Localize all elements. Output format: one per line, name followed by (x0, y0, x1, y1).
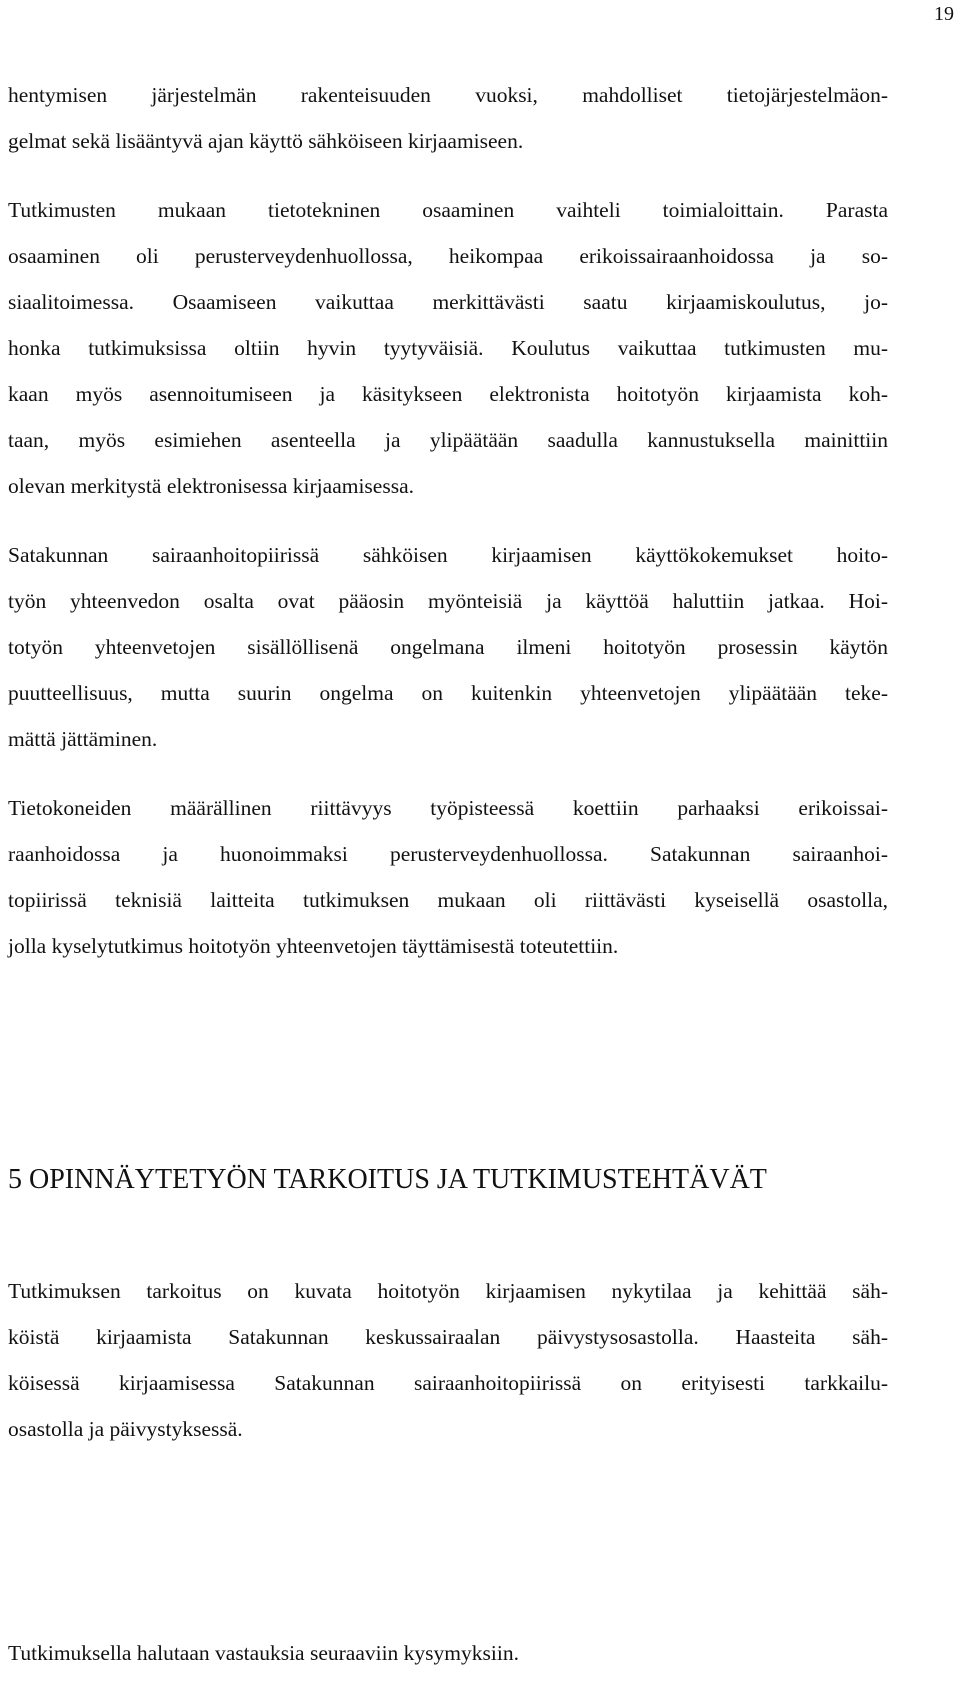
text-line: Tutkimuksen tarkoitus on kuvata hoitotyön kirjaamisen nykytilaa ja kehittää säh- (8, 1279, 888, 1303)
text-line: köistä kirjaamista Satakunnan keskussairaalan päivystysosastolla. Haasteita säh- (8, 1325, 888, 1349)
text-line: osastolla ja päivystyksessä. (8, 1417, 243, 1441)
text-line: topiirissä teknisiä laitteita tutkimuksen mukaan oli riittävästi kyseisellä osastolla, (8, 888, 888, 912)
text-line: puutteellisuus, mutta suurin ongelma on kuitenkin yhteenvetojen ylipäätään teke- (8, 681, 888, 705)
text-line: totyön yhteenvetojen sisällöllisenä ongelmana ilmeni hoitotyön prosessin käytön (8, 635, 888, 659)
paragraph-5 (8, 1268, 888, 1452)
text-line: honka tutkimuksissa oltiin hyvin tyytyväisiä. Koulutus vaikuttaa tutkimusten mu- (8, 336, 888, 360)
paragraph-6 (8, 1630, 888, 1676)
text-line: taan, myös esimiehen asenteella ja ylipäätään saadulla kannustuksella mainittiin (8, 428, 888, 452)
paragraph-4 (8, 785, 888, 969)
text-line: osaaminen oli perusterveydenhuollossa, heikompaa erikoissairaanhoidossa ja so- (8, 244, 888, 268)
text-line: kaan myös asennoitumiseen ja käsitykseen elektronista hoitotyön kirjaamista koh- (8, 382, 888, 406)
text-line: siaalitoimessa. Osaamiseen vaikuttaa merkittävästi saatu kirjaamiskoulutus, jo- (8, 290, 888, 314)
text-line: työn yhteenvedon osalta ovat pääosin myönteisiä ja käyttöä haluttiin jatkaa. Hoi- (8, 589, 888, 613)
text-line: Tutkimuksella halutaan vastauksia seuraaviin kysymyksiin. (8, 1641, 519, 1665)
text-line: Tietokoneiden määrällinen riittävyys työpisteessä koettiin parhaaksi erikoissai- (8, 796, 888, 820)
text-line: jolla kyselytutkimus hoitotyön yhteenvetojen täyttämisestä toteutettiin. (8, 934, 619, 958)
text-line: Satakunnan sairaanhoitopiirissä sähköisen kirjaamisen käyttökokemukset hoito- (8, 543, 888, 567)
text-line: hentymisen järjestelmän rakenteisuuden vuoksi, mahdolliset tietojärjestelmäon- (8, 83, 888, 107)
text-line: köisessä kirjaamisessa Satakunnan sairaanhoitopiirissä on erityisesti tarkkailu- (8, 1371, 888, 1395)
paragraph-3 (8, 532, 888, 762)
paragraph-1 (8, 72, 888, 164)
text-line: raanhoidossa ja huonoimmaksi perusterveydenhuollossa. Satakunnan sairaanhoi- (8, 842, 888, 866)
text-line: gelmat sekä lisääntyvä ajan käyttö sähköiseen kirjaamiseen. (8, 129, 524, 153)
page-number: 19 (934, 3, 954, 25)
text-line: Tutkimusten mukaan tietotekninen osaaminen vaihteli toimialoittain. Parasta (8, 198, 888, 222)
paragraph-2 (8, 187, 888, 509)
text-line: olevan merkitystä elektronisessa kirjaamisessa. (8, 474, 414, 498)
text-line: mättä jättäminen. (8, 727, 158, 751)
section-heading: 5 OPINNÄYTETYÖN TARKOITUS JA TUTKIMUSTEHTÄVÄT (8, 1164, 767, 1195)
